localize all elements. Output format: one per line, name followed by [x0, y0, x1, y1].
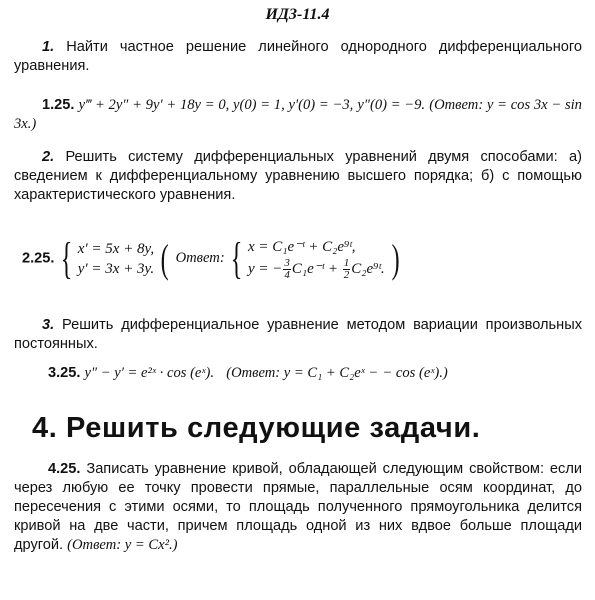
fraction-denominator: 4 — [284, 269, 290, 282]
task1-equation: y‴ + 2y″ + 9y′ + 18y = 0, y(0) = 1, y′(0) = −3, — [78, 97, 354, 113]
task2-item-number: 2.25. — [22, 250, 55, 267]
answer-eq-2-part-a: y = − — [247, 261, 283, 277]
document-title: ИДЗ-11.4 — [265, 6, 330, 23]
task4-answer: (Ответ: y = Cx².) — [67, 537, 178, 553]
task1-problem — [14, 96, 582, 134]
task4-heading: 4. Решить следующие задачи. — [32, 412, 481, 444]
task3-number: 3. — [42, 317, 55, 333]
task4-text: Записать уравнение кривой, обладающей следующим свойством: если через любую ее точку провести прямые, параллельные осям координат, до пересечения с этими осями, то площадь полученного прямоугольника делится кривой на две части, причем площадь одной из них вдвое больше площади другой. — [14, 461, 582, 553]
answer-brace-icon: { — [230, 233, 243, 283]
task1-condition: y″(0) = −9. — [357, 97, 426, 113]
task4-problem — [14, 460, 582, 555]
system-eq-1: x′ = 5x + 8y, — [77, 240, 155, 257]
task1-item-number: 1.25. — [42, 97, 75, 113]
answer-eq-2 — [248, 258, 385, 281]
task2-system — [78, 239, 154, 279]
answer-eq-1: x = C₁e⁻ᵗ + C₂e⁹ᵗ, — [247, 239, 356, 255]
fraction-1-2 — [343, 258, 351, 281]
left-brace-icon: { — [60, 233, 72, 283]
fraction-denominator: 2 — [343, 269, 350, 282]
fraction-3-4 — [283, 258, 291, 281]
task3-answer-continued: − cos (eˣ).) — [382, 365, 448, 381]
task1-statement — [14, 38, 582, 76]
task2-answer-system — [248, 236, 385, 281]
task1-answer: (Ответ: y = cos 3x − sin 3x.) — [14, 97, 582, 132]
fraction-numerator: 1 — [343, 257, 350, 270]
task2-number: 2. — [42, 149, 55, 165]
task3-problem — [14, 364, 582, 383]
task4-item-number: 4.25. — [48, 461, 81, 477]
left-paren-icon: ( — [160, 235, 169, 281]
task2-statement — [14, 148, 582, 205]
answer-eq-2-part-c: C₂e⁹ᵗ. — [351, 261, 385, 277]
task2-answer-label: Ответ: — [175, 250, 225, 267]
task1-text: Найти частное решение линейного однородного дифференциального уравнения. — [14, 39, 582, 74]
task2-problem — [22, 233, 582, 283]
right-paren-icon: ) — [391, 235, 400, 281]
fraction-numerator: 3 — [284, 257, 290, 270]
task2-text: Решить систему дифференциальных уравнений двумя способами: а) сведением к дифференциальному уравнению высшего порядка; б) с помощью характеристического уравнения. — [14, 149, 582, 203]
task3-answer: (Ответ: y = C₁ + C₂eˣ − — [226, 365, 379, 381]
task1-number: 1. — [42, 39, 55, 55]
task3-equation: y″ − y′ = e²ˣ · cos (eˣ). — [84, 365, 215, 381]
task3-text: Решить дифференциальное уравнение методом вариации произвольных постоянных. — [14, 317, 582, 352]
system-eq-2: y′ = 3x + 3y. — [77, 260, 155, 277]
task3-item-number: 3.25. — [48, 365, 81, 381]
answer-eq-2-part-b: C₁e⁻ᵗ + — [291, 261, 339, 277]
task3-statement — [14, 316, 582, 354]
